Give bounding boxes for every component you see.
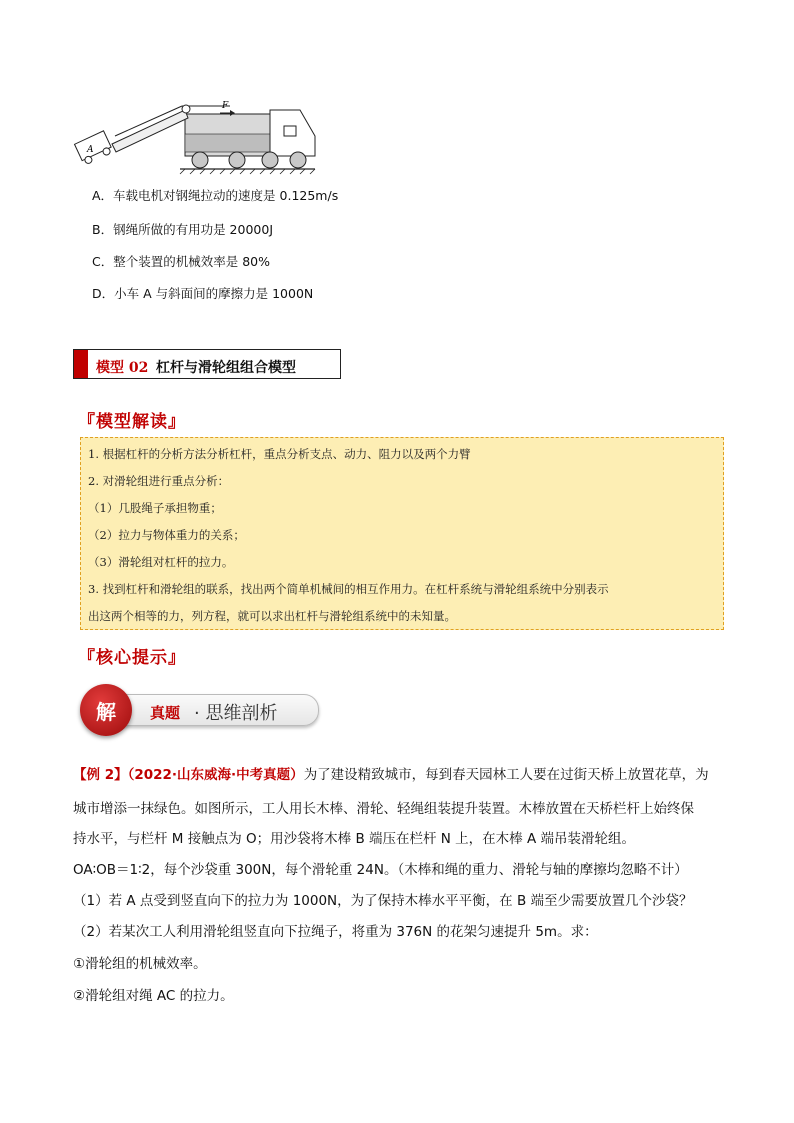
truck-incline-svg — [70, 96, 330, 176]
example-source: （2022·山东威海·中考真题） — [127, 767, 304, 783]
badge-label-rest: · 思维剖析 — [194, 703, 278, 724]
note-line-3: （1）几股绳子承担物重； — [88, 501, 222, 515]
note-line-7: 出这两个相等的力，列方程，就可以求出杠杆与滑轮组系统中的未知量。 — [88, 609, 456, 623]
badge-circle — [80, 684, 132, 736]
question-2: （2）若某次工人利用滑轮组竖直向下拉绳子，将重为 376N 的花架匀速提升 5m。求： — [73, 924, 598, 940]
badge-label-bold: 真题 — [150, 704, 181, 722]
note-line-5: （3）滑轮组对杠杆的拉力。 — [88, 555, 234, 569]
option-a: A．车载电机对钢绳拉动的速度是 0.125m/s — [92, 188, 339, 203]
wheel-2 — [229, 152, 245, 168]
example-line-3: 持水平，与栏杆 M 接触点为 O；用沙袋将木棒 B 端压在栏杆 N 上，在木棒 A 端吊装滑轮组。 — [73, 831, 635, 847]
option-d: D．小车 A 与斜面间的摩擦力是 1000N — [92, 286, 314, 301]
force-label: F — [222, 101, 229, 111]
cart-a — [75, 131, 114, 166]
heading-accent-bar — [74, 350, 88, 378]
example-tag: 【例 2】 — [73, 767, 128, 783]
model-heading — [73, 349, 341, 379]
example-line-2: 城市增添一抹绿色。如图所示，工人用长木棒、滑轮、轻绳组装提升装置。木棒放置在天桥栏杆上始终保 — [73, 801, 694, 817]
question-2a: ①滑轮组的机械效率。 — [73, 956, 207, 972]
pulley — [182, 105, 190, 113]
model-code: 模型 02 — [96, 360, 149, 376]
example-line-4: OA∶OB＝1∶2，每个沙袋重 300N，每个滑轮重 24N。（木棒和绳的重力、滑轮与轴的摩擦均忽略不计） — [73, 862, 688, 878]
example-line-1 — [73, 763, 709, 783]
note-line-2: 2. 对滑轮组进行重点分析： — [88, 474, 230, 488]
model-title: 杠杆与滑轮组组合模型 — [156, 360, 296, 376]
wheel-4 — [290, 152, 306, 168]
option-b: B．钢绳所做的有用功是 20000J — [92, 222, 274, 237]
question-2b: ②滑轮组对绳 AC 的拉力。 — [73, 988, 234, 1004]
incline-ramp — [112, 110, 188, 152]
wheel-1 — [192, 152, 208, 168]
truck-window — [284, 126, 296, 136]
analysis-badge — [80, 684, 320, 736]
section-core-tips: 『核心提示』 — [78, 648, 186, 668]
truck-bed-lower — [185, 134, 270, 152]
model-reading-box — [80, 437, 724, 630]
note-line-1: 1. 根据杠杆的分析方法分析杠杆，重点分析支点、动力、阻力以及两个力臂 — [88, 447, 471, 461]
section-model-reading: 『模型解读』 — [78, 412, 186, 432]
question-1: （1）若 A 点受到竖直向下的拉力为 1000N，为了保持木棒水平平衡，在 B 端至少需要放置几个沙袋？ — [73, 893, 693, 909]
example-line-1-rest: 为了建设精致城市，每到春天园林工人要在过街天桥上放置花草，为 — [303, 767, 709, 783]
ground-hatch — [180, 169, 315, 174]
cart-label: A — [87, 145, 94, 155]
badge-circle-text: 解 — [96, 700, 116, 724]
note-line-6: 3. 找到杠杆和滑轮组的联系，找出两个简单机械间的相互作用力。在杠杆系统与滑轮组系统中分别表示 — [88, 582, 609, 596]
truck-incline-figure — [70, 96, 330, 176]
wheel-3 — [262, 152, 278, 168]
note-line-4: （2）拉力与物体重力的关系； — [88, 528, 245, 542]
option-c: C．整个装置的机械效率是 80% — [92, 254, 270, 269]
